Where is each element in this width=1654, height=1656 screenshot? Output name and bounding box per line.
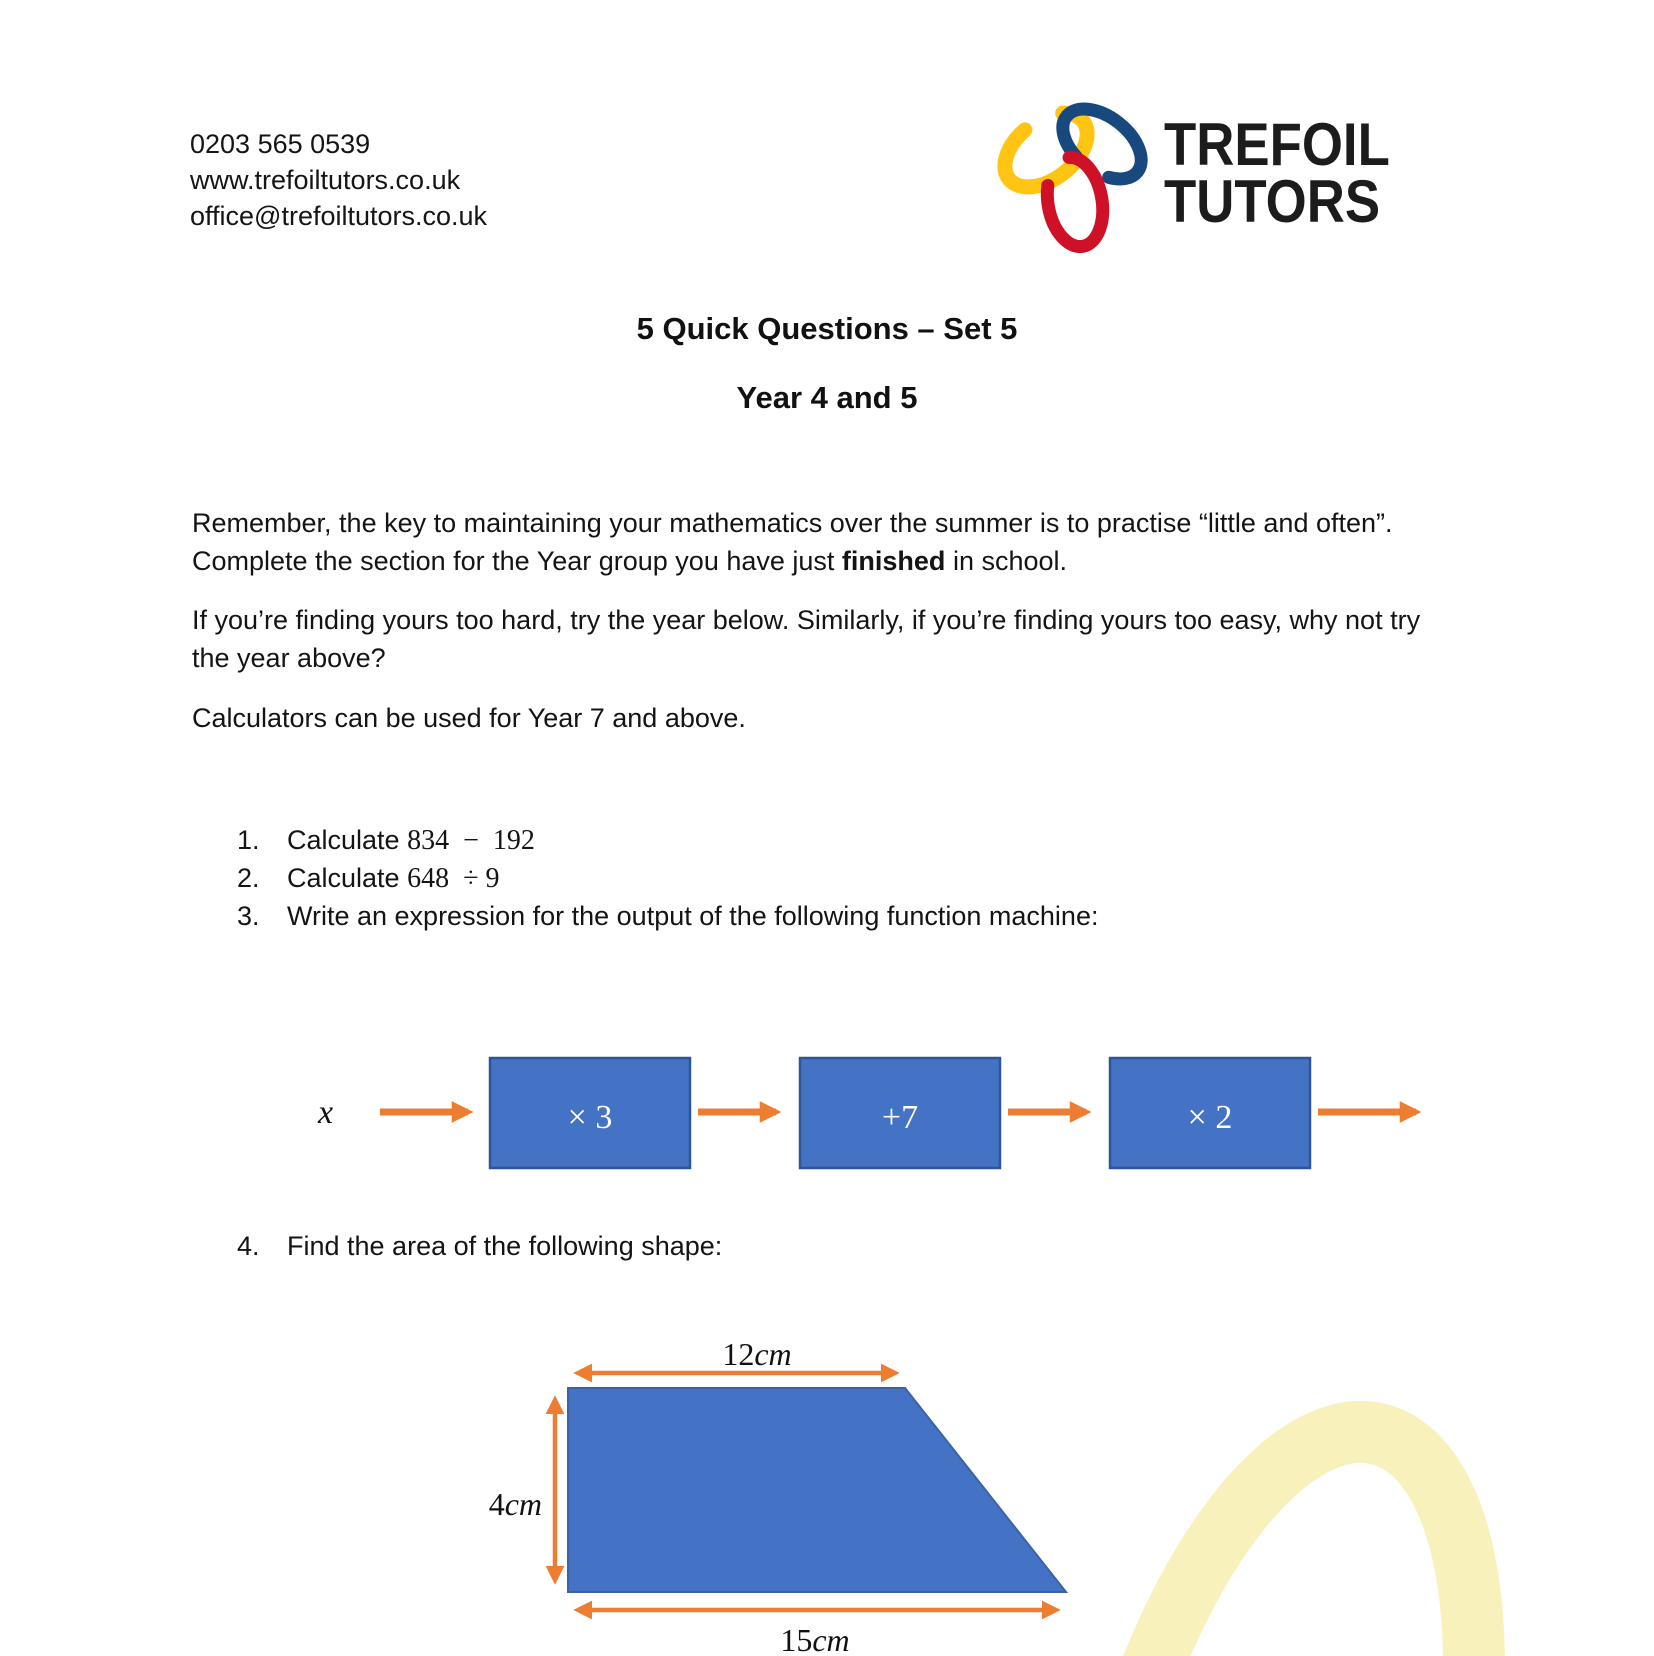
question-2-math: 648 ÷ 9 — [407, 863, 500, 894]
dimension-bottom-unit: cm — [812, 1622, 850, 1656]
question-4-label: Find the area of the following shape: — [287, 1231, 723, 1261]
question-2-label: Calculate — [287, 863, 408, 893]
question-4-number: 4. — [237, 1231, 260, 1261]
question-3 — [237, 898, 1457, 934]
contact-website: www.trefoiltutors.co.uk — [190, 165, 461, 195]
page-title: 5 Quick Questions – Set 5 — [636, 311, 1018, 346]
intro-paragraph-1 — [192, 504, 1427, 580]
logo-wordmark-line1: TREFOIL — [1164, 111, 1390, 178]
function-box-1-label: × 3 — [567, 1099, 613, 1136]
question-1-math: 834 − 192 — [407, 825, 535, 856]
question-1-text — [287, 822, 535, 859]
dimension-left-unit: cm — [504, 1486, 542, 1522]
question-2-number: 2. — [237, 863, 260, 893]
trapezium-figure — [430, 1325, 1130, 1656]
dimension-top-value: 12 — [722, 1336, 755, 1372]
question-2 — [237, 860, 1457, 897]
intro-paragraph-1-bold: finished — [841, 546, 946, 576]
trefoil-logo-icon — [986, 88, 1166, 264]
dimension-left-value: 4 — [488, 1486, 505, 1522]
dimension-bottom-label — [780, 1622, 849, 1656]
trapezium-shape — [568, 1388, 1066, 1592]
question-4 — [237, 1228, 1457, 1264]
intro-paragraph-1-text: Remember, the key to maintaining your mathematics over the summer is to practise “little and often”. Complete the section for the Year group you have just — [192, 508, 1393, 576]
logo-wordmark — [1164, 111, 1390, 235]
dimension-top-unit: cm — [754, 1336, 792, 1372]
function-box-2-label: +7 — [881, 1099, 919, 1136]
dimension-bottom-value: 15 — [780, 1622, 813, 1656]
page-subtitle: Year 4 and 5 — [736, 380, 918, 415]
dimension-top-label — [722, 1336, 791, 1372]
function-box-3-label: × 2 — [1187, 1099, 1233, 1136]
dimension-left-label — [489, 1486, 542, 1522]
contact-block — [190, 126, 487, 234]
question-2-text — [287, 860, 499, 897]
function-machine-input-label: x — [318, 1094, 334, 1131]
intro-paragraph-1-tail: in school. — [945, 546, 1068, 576]
function-machine-figure — [280, 1055, 1460, 1185]
intro-paragraph-3: Calculators can be used for Year 7 and above. — [192, 703, 746, 733]
question-1-label: Calculate — [287, 825, 408, 855]
logo-wordmark-line2: TUTORS — [1164, 168, 1381, 235]
contact-email: office@trefoiltutors.co.uk — [190, 201, 488, 231]
question-1-number: 1. — [237, 825, 260, 855]
intro-paragraph-2: If you’re finding yours too hard, try the year below. Similarly, if you’re finding yours too easy, why not try the year above? — [192, 605, 1421, 673]
question-3-label: Write an expression for the output of the following function machine: — [287, 901, 1099, 931]
contact-phone: 0203 565 0539 — [190, 129, 371, 159]
question-1 — [237, 822, 1457, 859]
question-3-number: 3. — [237, 901, 260, 931]
